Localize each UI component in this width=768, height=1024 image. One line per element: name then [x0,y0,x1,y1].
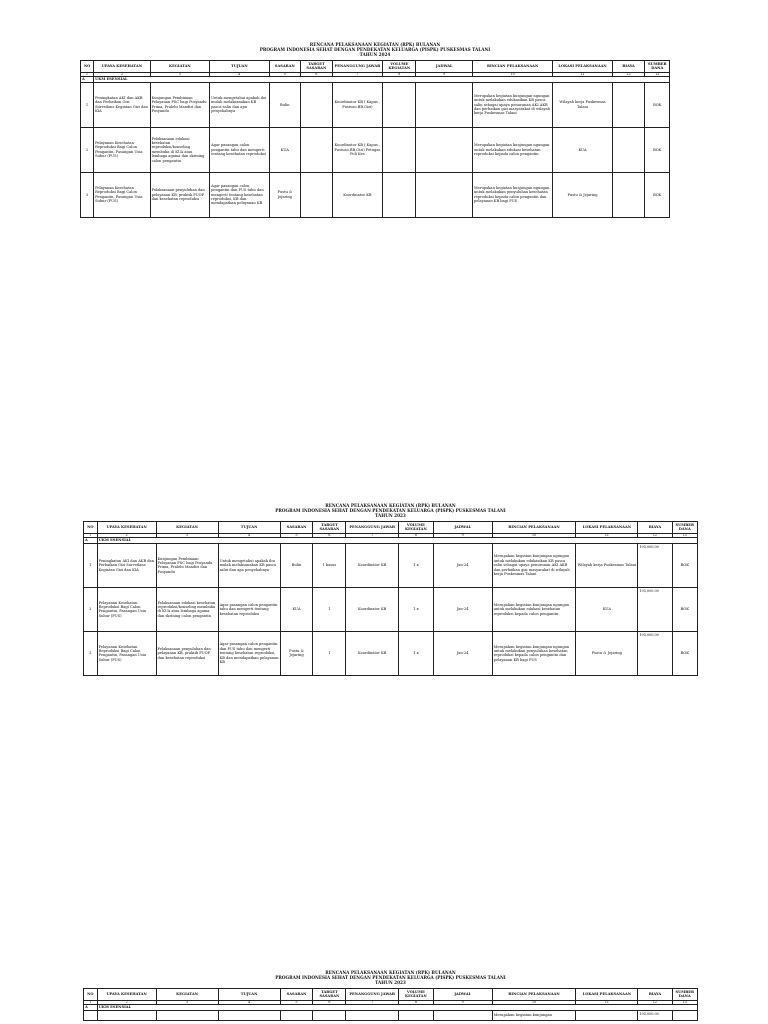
column-number: 8 [399,533,434,538]
row-no-cell: 3 [84,631,98,675]
lokasi-pelaksanaan-cell: KUA [553,127,612,172]
sumber-dana-cell: BOK [645,172,670,217]
col-header-biaya: BIAYA [638,989,672,1001]
column-number: 13 [645,72,670,77]
col-header-sasaran: SASARAN [280,989,313,1001]
col-header-lokasi-pelaksanaan: LOKASI PELAKSANAAN [576,989,638,1001]
col-header-volume-kegiatan: VOLUME KEGIATAN [383,61,416,73]
column-number: 1 [81,72,94,77]
jadwal-cell: Jan-24 [433,543,492,587]
rpk-table [80,60,670,218]
biaya-cell [638,587,672,631]
table-row [84,587,698,631]
volume-kegiatan-cell [399,1010,434,1020]
kegiatan-cell: Pelaksanaan penyuluhan dan pelayanan KB, praktik PUOP dan kesehatan reproduksi [150,172,209,217]
header-row [84,989,698,1001]
column-number: 8 [399,1000,434,1005]
col-header-volume-kegiatan: VOLUME KEGIATAN [399,989,434,1001]
rpk-document-2023-a [83,503,698,676]
section-no: A [84,538,98,543]
kegiatan-cell: Kunjungan Pembinaan Pelayanan PSC bagi Posyandu Prima, Pralebi Mandiri dan Posyandu [156,543,218,587]
header-row [81,61,670,73]
tujuan-cell [218,1010,280,1020]
column-number: 13 [672,1000,698,1005]
volume-kegiatan-cell: 1 x [399,543,434,587]
sasaran-cell [280,1010,313,1020]
upaya-kesehatan-cell: Pelayanan Kesehatan Reproduksi Bagi Calon Pengantin, Pasangan Usia Subur (PUS) [94,172,151,217]
lokasi-pelaksanaan-cell [576,1010,638,1020]
col-header-rincian-pelaksanaan: RINCIAN PELAKSANAAN [472,61,552,73]
col-header-upaya-kesehatan: UPAYA KESEHATAN [94,61,151,73]
penanggung-jawab-cell [346,1010,399,1020]
upaya-kesehatan-cell: Peningkatan AKI dan AKB dan Perbaikan Gizi Surveilans Kegiatan Gizi dan KIA [94,82,151,127]
table-row [84,631,698,675]
column-number: 4 [210,72,269,77]
column-number: 1 [84,533,98,538]
col-header-tujuan: TUJUAN [218,522,280,534]
volume-kegiatan-cell: 1 x [399,587,434,631]
column-number: 3 [150,72,209,77]
column-number: 3 [156,533,218,538]
biaya-cell [638,631,672,675]
table-row [84,1010,698,1020]
jadwal-cell [416,172,473,217]
column-number: 7 [346,1000,399,1005]
jadwal-cell [433,1010,492,1020]
upaya-kesehatan-cell: Pelayanan Kesehatan Reproduksi Bagi Calon Pengantin, Pasangan Usia Subur (PUS) [97,587,156,631]
sasaran-cell: Bulin [269,82,301,127]
column-number: 9 [433,1000,492,1005]
column-number: 6 [301,72,333,77]
sasaran-cell: Bulin [280,543,313,587]
doc-title: RENCANA PELAKSANAAN KEGIATAN (RPK) BULANAN [309,42,441,47]
doc-year: TAHUN 2023 [375,513,406,518]
column-number: 10 [492,533,576,538]
kegiatan-cell: Pelaksanaan edukasi kesehatan reproduksi/konseling membuka di KUA atau lembaga agama dan skrining calon pengantin [150,127,209,172]
tujuan-cell: Agar pasangan calon pengantin tahu dan mengerti tentang kesehatan reproduksi [210,127,269,172]
penanggung-jawab-cell: Koordinator KB ( Kapus , Pustuso,BB,Gizi) [332,82,383,127]
column-number: 11 [576,533,638,538]
col-header-jadwal: JADWAL [416,61,473,73]
volume-kegiatan-cell: 1 x [399,631,434,675]
jadwal-cell [416,127,473,172]
column-number: 11 [553,72,612,77]
col-header-kegiatan: KEGIATAN [156,989,218,1001]
target-sasaran-cell: 1 [313,587,346,631]
biaya-cell [612,127,645,172]
rincian-pelaksanaan-cell: Merupakan kegiatan kunjungan ngungan untuk melakukan penyuluhan kesehatan reproduksi kepada calon pengantin dan pelayanan KB bagi PUS [492,631,576,675]
biaya-value: 195,000.00 [639,632,659,637]
col-header-row-no: NO [84,522,98,534]
lokasi-pelaksanaan-cell: Pustu & Jejaring [553,172,612,217]
column-number: 4 [218,533,280,538]
column-number: 8 [383,72,416,77]
sasaran-cell: KUA [269,127,301,172]
biaya-value: 195,000.00 [639,1011,659,1016]
penanggung-jawab-cell: Koordinator KB ( Kapus , Pustuso,BB,Gizi) Petugas Poli Kes [332,127,383,172]
sumber-dana-cell: BOK [645,127,670,172]
biaya-cell [638,1010,672,1020]
lokasi-pelaksanaan-cell: KUA [576,587,638,631]
rpk-table [83,988,698,1021]
col-header-sumber-dana: SUMBER DANA [672,989,698,1001]
sumber-dana-cell: BOK [645,82,670,127]
target-sasaran-cell: 1 kasus [313,543,346,587]
penanggung-jawab-cell: Koordinator KB [346,543,399,587]
tujuan-cell: Untuk mengetahui apakah ibu mulah melaksanakan KB pasca salin dan apa penyebabnya [210,82,269,127]
row-no-cell [84,1010,98,1020]
col-header-lokasi-pelaksanaan: LOKASI PELAKSANAAN [576,522,638,534]
tujuan-cell: Untuk mengetahui apakah ibu mulah melaksanakan KB pasca salin dan apa penyebabnya [218,543,280,587]
doc-title: RENCANA PELAKSANAAN KEGIATAN (RPK) BULANAN [325,503,456,508]
col-header-target-sasaran: TARGET SASARAN [313,522,346,534]
column-number: 4 [218,1000,280,1005]
row-no-cell: 1 [84,543,98,587]
sumber-dana-cell [672,1010,698,1020]
upaya-kesehatan-cell: Pelayanan Kesehatan Reproduksi Bagi Calon Pengantin, Pasangan Usia Subur (PUS) [97,631,156,675]
sumber-dana-cell: BOK [672,631,698,675]
sumber-dana-cell: BOK [672,587,698,631]
table-row [84,543,698,587]
col-header-row-no: NO [81,61,94,73]
rincian-pelaksanaan-cell: Merupakan kegiatan kunjungan ngungan untuk melakukan edukasikan KB pasca salin sebagai upaya penurunan AKI AKB dan perbaikan gizi masyarakat di wilayah kerja Puskesmas Talani [472,82,552,127]
tujuan-cell: Agar pasangan calon pengantin dan PUS tahu dan mengerti tentang kesehatan reproduksi, KB dan mendapatkan pelayanan KB [210,172,269,217]
volume-kegiatan-cell [383,127,416,172]
rincian-pelaksanaan-cell: Merupakan kegiatan kunjungan ngungan untuk melakukan penyuluhan kesehatan reproduksi kepada calon pengantin dan pelayanan KB bagi PUS [472,172,552,217]
table-row [81,172,670,217]
section-no: A [81,77,94,82]
column-number: 9 [433,533,492,538]
col-header-sasaran: SASARAN [269,61,301,73]
column-number: 11 [576,1000,638,1005]
col-header-tujuan: TUJUAN [210,61,269,73]
lokasi-pelaksanaan-cell: Pustu & Jejaring [576,631,638,675]
column-number: 13 [672,533,698,538]
col-header-volume-kegiatan: VOLUME KEGIATAN [399,522,434,534]
col-header-row-no: NO [84,989,98,1001]
row-no-cell: 2 [81,127,94,172]
col-header-biaya: BIAYA [638,522,672,534]
col-header-penanggung-jawab: PENANGGUNG JAWAB [346,522,399,534]
row-no-cell: 1 [81,82,94,127]
column-number: 5 [280,533,313,538]
column-number: 9 [416,72,473,77]
jadwal-cell [416,82,473,127]
lokasi-pelaksanaan-cell: Wilayah kerja Puskesmas Talani [553,82,612,127]
col-header-kegiatan: KEGIATAN [150,61,209,73]
col-header-target-sasaran: TARGET SASARAN [313,989,346,1001]
penanggung-jawab-cell: Koordinator KB [346,631,399,675]
sasaran-cell: KUA [280,587,313,631]
column-number: 7 [332,72,383,77]
col-header-lokasi-pelaksanaan: LOKASI PELAKSANAAN [553,61,612,73]
penanggung-jawab-cell: Koordinator KB [346,587,399,631]
jadwal-cell: Jan-24 [433,631,492,675]
biaya-cell [638,543,672,587]
target-sasaran-cell [301,172,333,217]
col-header-rincian-pelaksanaan: RINCIAN PELAKSANAAN [492,989,576,1001]
target-sasaran-cell: 1 [313,631,346,675]
col-header-sasaran: SASARAN [280,522,313,534]
column-number: 5 [269,72,301,77]
biaya-value: 195,000.00 [639,588,659,593]
doc-year: TAHUN 2024 [359,52,391,57]
col-header-penanggung-jawab: PENANGGUNG JAWAB [332,61,383,73]
column-number: 12 [612,72,645,77]
col-header-rincian-pelaksanaan: RINCIAN PELAKSANAAN [492,522,576,534]
upaya-kesehatan-cell: Pelayanan Kesehatan Reproduksi Bagi Calon Pengantin, Pasangan Usia Subur (PUS) [94,127,151,172]
volume-kegiatan-cell [383,82,416,127]
col-header-upaya-kesehatan: UPAYA KESEHATAN [97,522,156,534]
col-header-kegiatan: KEGIATAN [156,522,218,534]
kegiatan-cell: Kunjungan Pembinaan Pelayanan PSC bagi Posyandu Prima, Pralebi Mandiri dan Posyandu [150,82,209,127]
rincian-pelaksanaan-cell: Merupakan kegiatan kunjungan [492,1010,576,1020]
row-no-cell: 2 [84,587,98,631]
tujuan-cell: Agar pasangan calon pengantin dan PUS tahu dan mengerti tentang kesehatan reproduksi, KB dan mendapatkan pelayanan KB [218,631,280,675]
doc-subtitle: PROGRAM INDONESIA SEHAT DENGAN PENDEKATAN KELUARGA (PISPK) PUSKESMAS TALANI [275,975,506,980]
sasaran-cell: Pustu & Jejaring [280,631,313,675]
col-header-tujuan: TUJUAN [218,989,280,1001]
rincian-pelaksanaan-cell: Merupakan kegiatan kunjungan ngungan untuk melakukan edukasikan KB pasca salin sebagai upaya penurunan AKI AKB dan perbaikan gizi masyarakat di wilayah kerja Puskesmas Talani [492,543,576,587]
kegiatan-cell [156,1010,218,1020]
section-title: UKM ESENSIAL [97,1005,697,1010]
column-number: 2 [97,533,156,538]
column-number: 12 [638,533,672,538]
rincian-pelaksanaan-cell: Merupakan kegiatan kunjungan ngungan untuk melakukan edukasi kesehatan reproduksi kepada calon pengantin [472,127,552,172]
doc-subtitle: PROGRAM INDONESIA SEHAT DENGAN PENDEKATAN KELUARGA (PISPK) PUSKESMAS TALANI [275,508,506,513]
col-header-sumber-dana: SUMBER DANA [672,522,698,534]
column-number: 2 [97,1000,156,1005]
sasaran-cell: Pustu & Jejaring [269,172,301,217]
penanggung-jawab-cell: Koordinator KB [332,172,383,217]
biaya-value: 195,000.00 [639,544,659,549]
col-header-sumber-dana: SUMBER DANA [645,61,670,73]
biaya-cell [612,172,645,217]
target-sasaran-cell [301,82,333,127]
kegiatan-cell: Pelaksanaan penyuluhan dan pelayanan KB, praktik PUOP dan kesehatan reproduksi [156,631,218,675]
upaya-kesehatan-cell [97,1010,156,1020]
tujuan-cell: Agar pasangan calon pengantin tahu dan mengerti tentang kesehatan reproduksi [218,587,280,631]
table-row [81,127,670,172]
doc-title: RENCANA PELAKSANAAN KEGIATAN (RPK) BULANAN [325,970,456,975]
kegiatan-cell: Pelaksanaan edukasi kesehatan reproduksi/konseling membuka di KUA atau lembaga agama dan skrining calon pengantin [156,587,218,631]
upaya-kesehatan-cell: Peningkatan AKI dan AKB dan Perbaikan Gizi Surveilans Kegiatan Gizi dan KIA [97,543,156,587]
biaya-cell [612,82,645,127]
col-header-jadwal: JADWAL [433,522,492,534]
doc-subtitle: PROGRAM INDONESIA SEHAT DENGAN PENDEKATAN KELUARGA (PISPK) PUSKESMAS TALANI [259,47,491,52]
header-row [84,522,698,534]
column-number: 2 [94,72,151,77]
target-sasaran-cell [313,1010,346,1020]
rincian-pelaksanaan-cell: Merupakan kegiatan kunjungan ngungan untuk melakukan edukasi kesehatan reproduksi kepada calon pengantin [492,587,576,631]
column-number: 10 [492,1000,576,1005]
doc-year: TAHUN 2023 [375,980,406,985]
lokasi-pelaksanaan-cell: Wilayah kerja Puskesmas Talani [576,543,638,587]
section-title: UKM ESENSIAL [94,77,670,82]
jadwal-cell: Jan-24 [433,587,492,631]
rpk-document-2024 [80,42,670,218]
section-title: UKM ESENSIAL [97,538,697,543]
volume-kegiatan-cell [383,172,416,217]
col-header-biaya: BIAYA [612,61,645,73]
column-number: 1 [84,1000,98,1005]
table-row [81,82,670,127]
column-number: 6 [313,533,346,538]
rpk-table [83,521,698,676]
column-number: 7 [346,533,399,538]
col-header-jadwal: JADWAL [433,989,492,1001]
column-number: 6 [313,1000,346,1005]
column-number: 3 [156,1000,218,1005]
section-no: A [84,1005,98,1010]
col-header-penanggung-jawab: PENANGGUNG JAWAB [346,989,399,1001]
column-number: 12 [638,1000,672,1005]
column-number: 5 [280,1000,313,1005]
col-header-upaya-kesehatan: UPAYA KESEHATAN [97,989,156,1001]
sumber-dana-cell: BOK [672,543,698,587]
rpk-document-2023-b [83,970,698,1021]
column-number: 10 [472,72,552,77]
col-header-target-sasaran: TARGET SASARAN [301,61,333,73]
row-no-cell: 3 [81,172,94,217]
target-sasaran-cell [301,127,333,172]
